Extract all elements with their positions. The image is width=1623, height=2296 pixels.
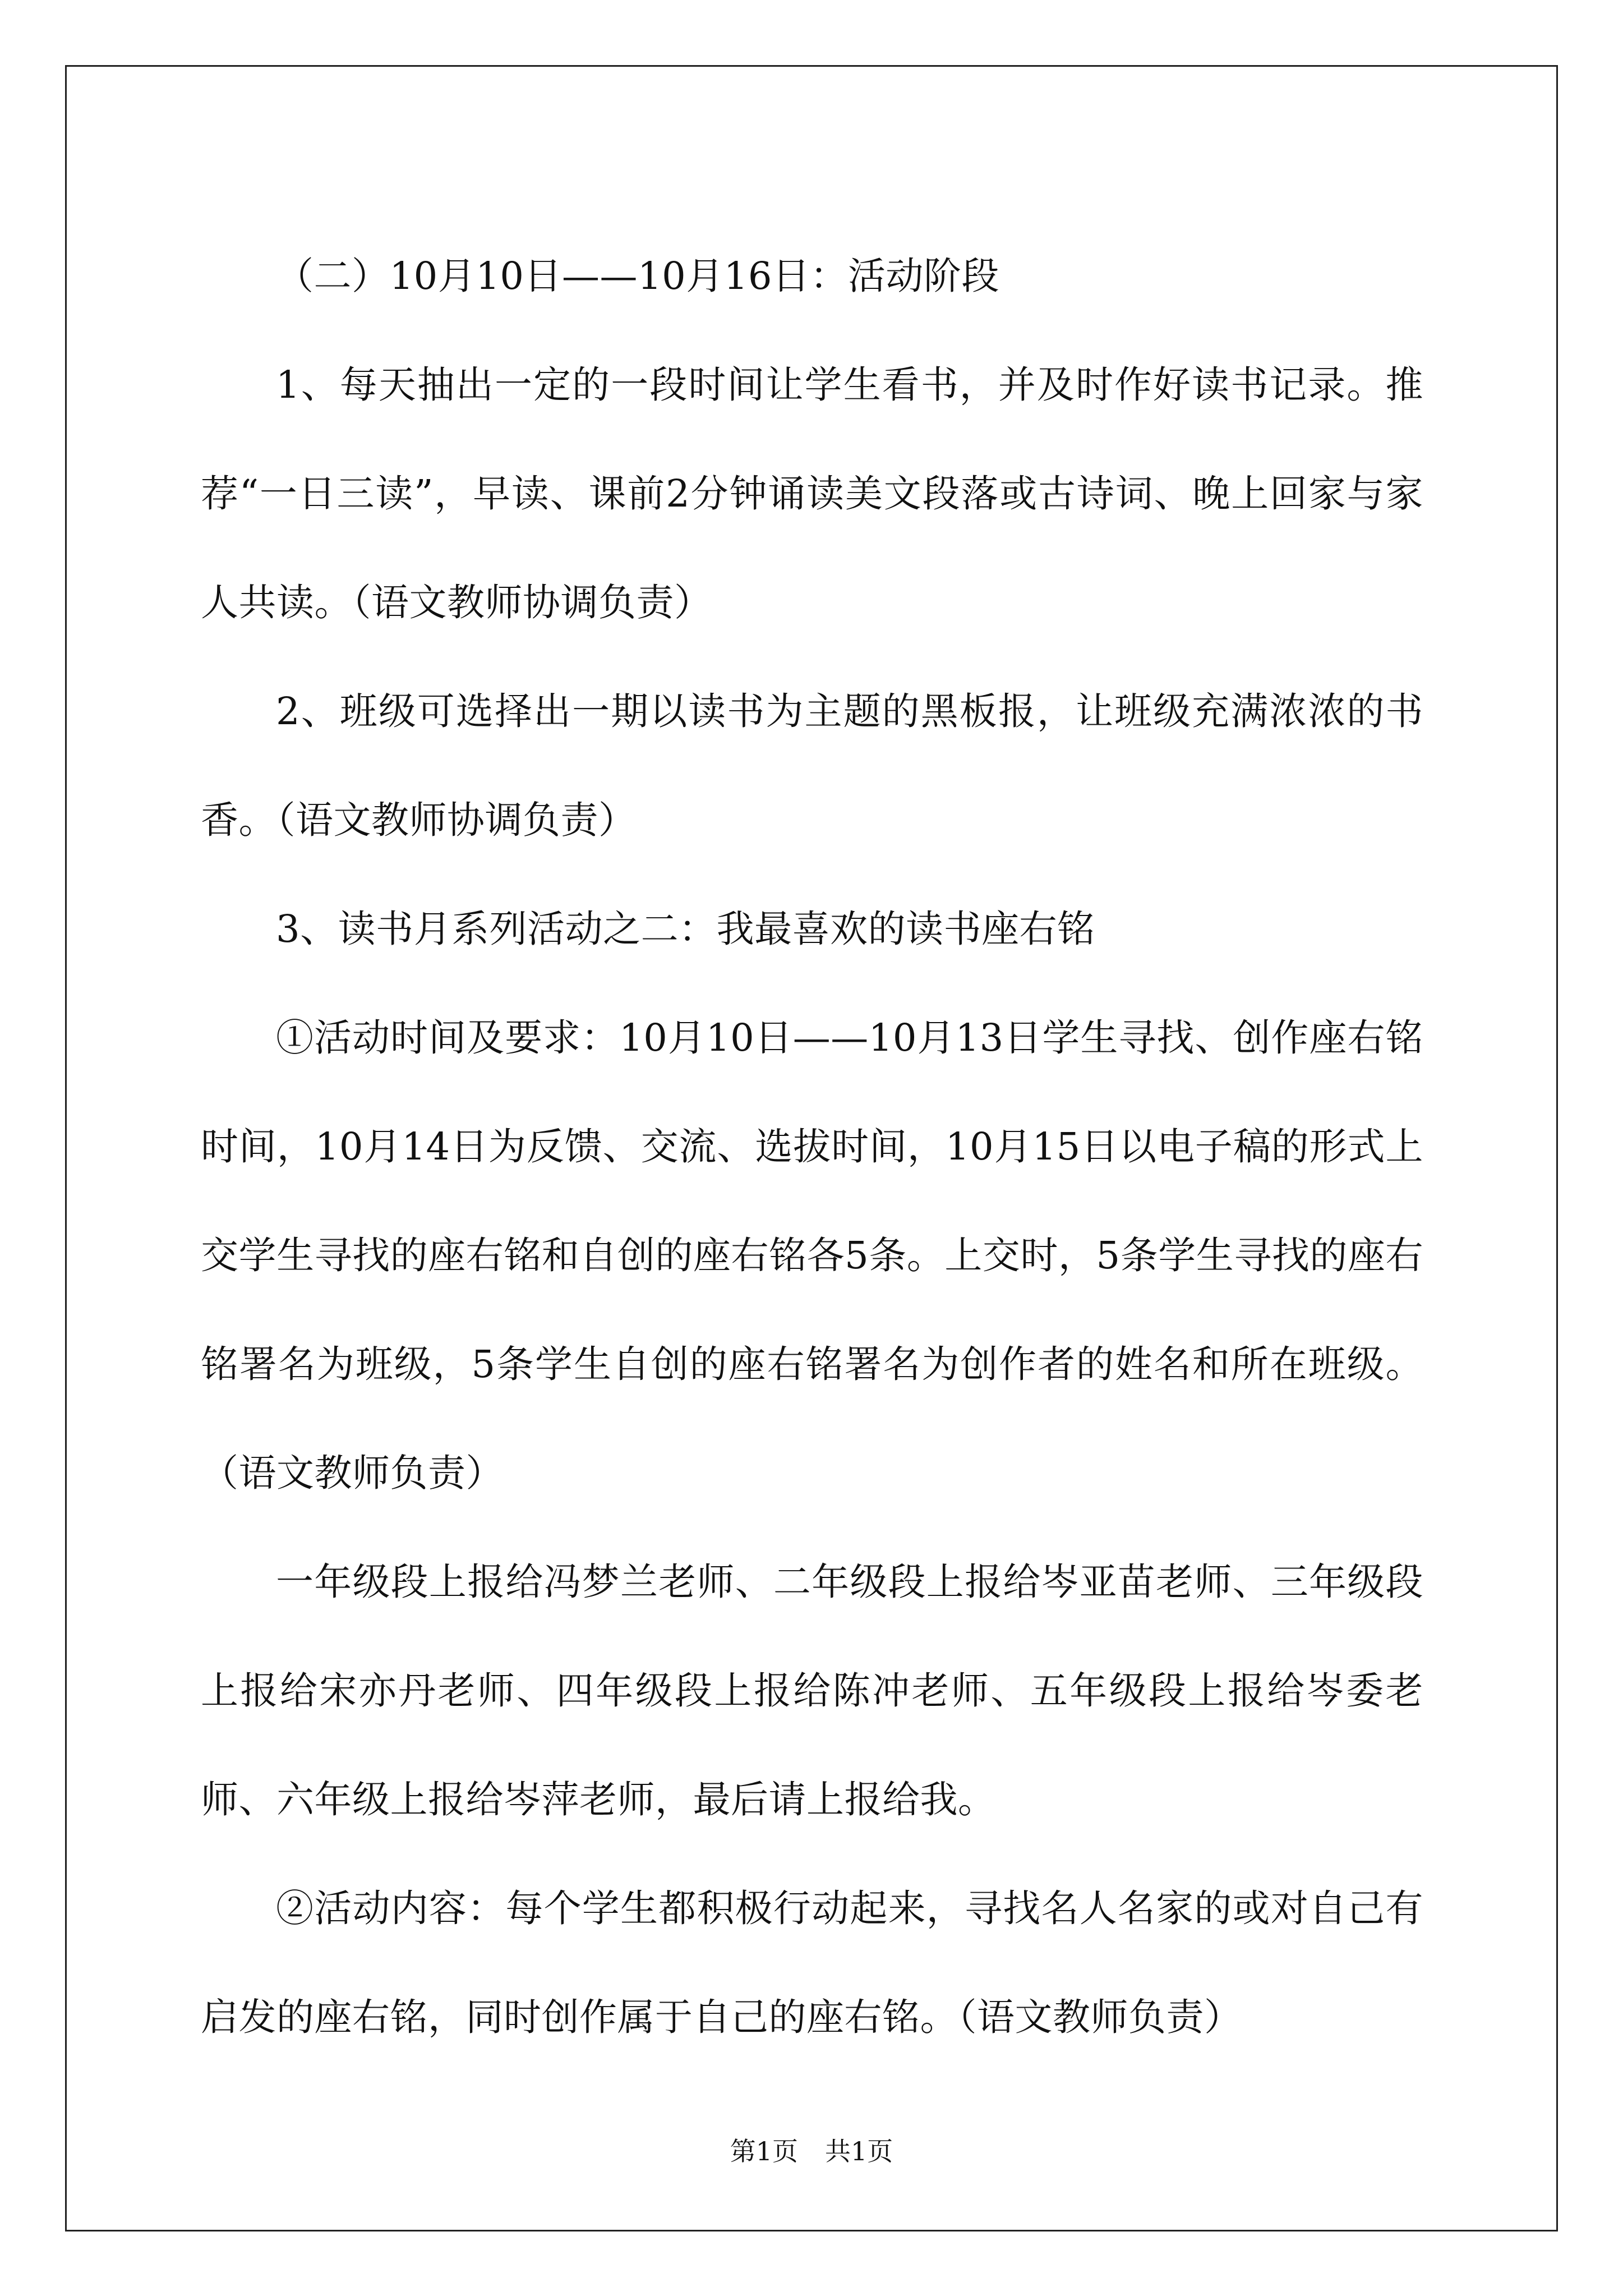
paragraph-grade-reporting: 一年级段上报给冯梦兰老师、二年级段上报给岑亚苗老师、三年级段上报给宋亦丹老师、四年级段上报给陈冲老师、五年级段上报给岑委老师、六年级上报给岑萍老师，最后请上报给我。 bbox=[201, 1560, 1423, 1821]
paragraph-daily-reading: 1、每天抽出一定的一段时间让学生看书，并及时作好读书记录。推荐“一日三读”，早读、课前2分钟诵读美文段落或古诗词、晚上回家与家人共读。（语文教师协调负责） bbox=[201, 363, 1423, 624]
page-total: 共1页 bbox=[825, 2136, 893, 2166]
section-heading: （二）10月10日——10月16日：活动阶段 bbox=[276, 254, 1000, 298]
paragraph-blackboard: 2、班级可选择出一期以读书为主题的黑板报，让班级充满浓浓的书香。（语文教师协调负责） bbox=[201, 689, 1423, 842]
page-number: 第1页 bbox=[730, 2136, 798, 2166]
page-footer bbox=[0, 2134, 1623, 2168]
paragraph-time-requirements: ①活动时间及要求：10月10日——10月13日学生寻找、创作座右铭时间，10月14日为反馈、交流、选拔时间，10月15日以电子稿的形式上交学生寻找的座右铭和自创的座右铭各5条。上交时，5条学生寻找的座右铭署名为班级，5条学生自创的座右铭署名为创作者的姓名和所在班级。（语文教师负责） bbox=[201, 1016, 1423, 1495]
document-body bbox=[201, 222, 1423, 2072]
paragraph-motto-activity: 3、读书月系列活动之二：我最喜欢的读书座右铭 bbox=[276, 907, 1095, 951]
paragraph-activity-content: ②活动内容：每个学生都积极行动起来，寻找名人名家的或对自己有启发的座右铭，同时创作属于自己的座右铭。（语文教师负责） bbox=[201, 1887, 1423, 2039]
